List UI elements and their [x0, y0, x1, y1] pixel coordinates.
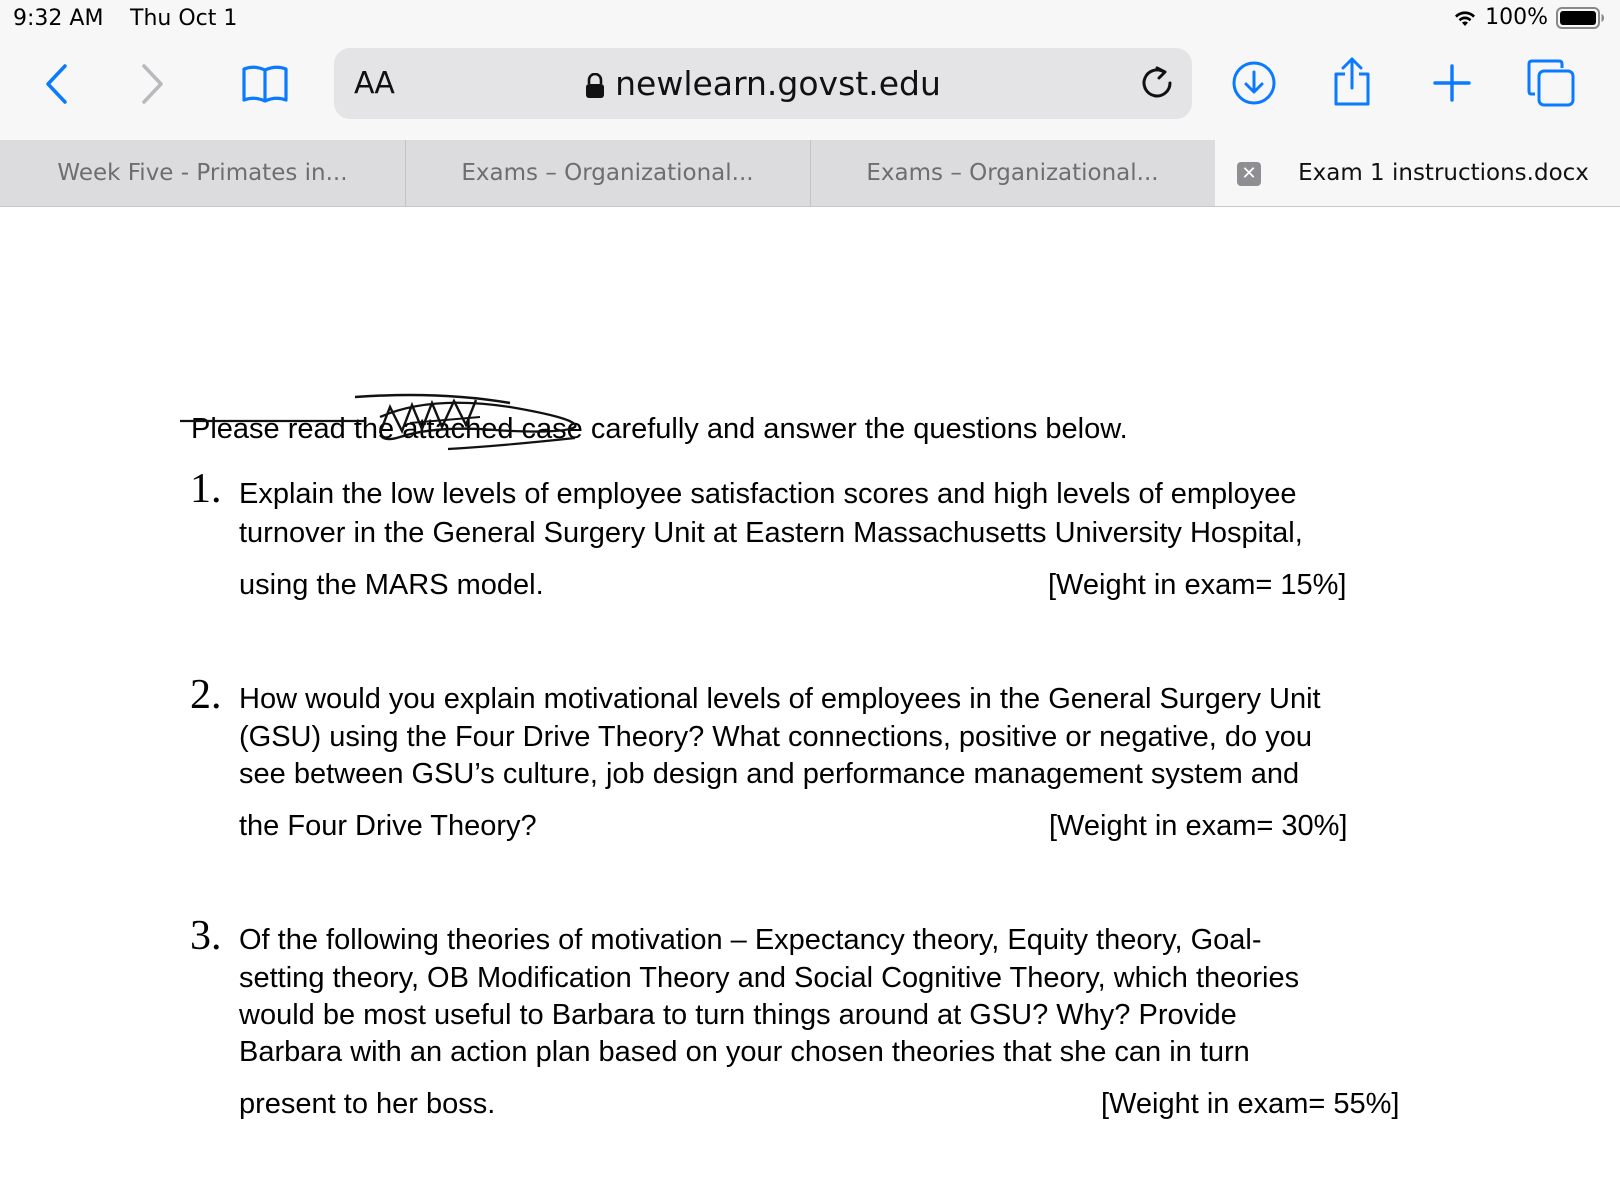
tab-label: Week Five - Primates in... [57, 160, 348, 186]
document-page [0, 207, 1620, 1180]
question-3-number: 3. [190, 913, 222, 959]
status-time: 9:32 AM [13, 6, 104, 31]
question-2-line-1: How would you explain motivational levels of employees in the General Surgery Unit [239, 683, 1321, 715]
question-2-number: 2. [190, 672, 222, 718]
tab-exams-1[interactable] [405, 140, 811, 206]
share-icon [1332, 56, 1372, 108]
plus-icon [1432, 63, 1472, 103]
status-date: Thu Oct 1 [130, 6, 238, 31]
intro-text: Please read the attached case carefully and answer the questions below. [191, 413, 1128, 445]
question-3-line-3: would be most useful to Barbara to turn things around at GSU? Why? Provide [239, 999, 1237, 1031]
reload-icon [1138, 64, 1176, 102]
tab-label: Exam 1 instructions.docx [1298, 160, 1589, 186]
url-text: newlearn.govst.edu [615, 64, 941, 103]
book-icon [241, 64, 289, 104]
question-1-weight: [Weight in exam= 15%] [1048, 569, 1347, 601]
status-bar [0, 0, 1620, 40]
tab-week-five[interactable] [0, 140, 406, 206]
lock-icon [585, 73, 605, 99]
battery-percent: 100% [1485, 5, 1548, 30]
question-2-line-2: (GSU) using the Four Drive Theory? What connections, positive or negative, do you [239, 721, 1312, 753]
tabs-icon [1526, 58, 1576, 108]
wifi-icon [1453, 9, 1477, 27]
close-tab-button[interactable]: ✕ [1237, 162, 1261, 186]
tab-exam-instructions[interactable] [1215, 140, 1620, 206]
status-indicators [1453, 5, 1606, 30]
question-3-line-1: Of the following theories of motivation – Expectancy theory, Equity theory, Goal- [239, 924, 1262, 956]
download-icon [1231, 60, 1277, 106]
battery-icon [1556, 6, 1606, 30]
chevron-right-icon [140, 63, 166, 105]
tab-bar [0, 140, 1620, 207]
question-1-line-2: turnover in the General Surgery Unit at Eastern Massachusetts University Hospital, [239, 517, 1303, 549]
question-3-line-2: setting theory, OB Modification Theory and Social Cognitive Theory, which theories [239, 962, 1300, 994]
question-1-line-1: Explain the low levels of employee satisfaction scores and high levels of employee [239, 478, 1297, 510]
back-button[interactable] [36, 62, 76, 106]
tab-exams-2[interactable] [810, 140, 1216, 206]
chevron-left-icon [43, 63, 69, 105]
question-1-line-3: using the MARS model. [239, 569, 544, 601]
question-3-line-5: present to her boss. [239, 1088, 496, 1120]
tab-label: Exams – Organizational... [866, 160, 1159, 186]
question-3-weight: [Weight in exam= 55%] [1101, 1088, 1400, 1120]
new-tab-button[interactable] [1430, 59, 1474, 107]
downloads-button[interactable] [1230, 59, 1278, 107]
share-button[interactable] [1330, 55, 1374, 109]
question-2-line-4: the Four Drive Theory? [239, 810, 537, 842]
reload-button[interactable] [1138, 64, 1176, 107]
question-3-line-4: Barbara with an action plan based on your chosen theories that she can in turn [239, 1036, 1250, 1068]
forward-button[interactable] [133, 62, 173, 106]
tab-overview-button[interactable] [1526, 58, 1576, 108]
question-1-number: 1. [190, 466, 222, 512]
question-2-weight: [Weight in exam= 30%] [1049, 810, 1348, 842]
browser-toolbar [0, 40, 1620, 140]
question-2-line-3: see between GSU’s culture, job design and performance management system and [239, 758, 1300, 790]
handwritten-scribble [180, 367, 600, 457]
url-display[interactable] [334, 64, 1192, 103]
text-size-button[interactable]: AA [354, 66, 394, 101]
bookmarks-button[interactable] [240, 62, 290, 106]
address-bar[interactable] [334, 48, 1192, 119]
tab-label: Exams – Organizational... [461, 160, 754, 186]
